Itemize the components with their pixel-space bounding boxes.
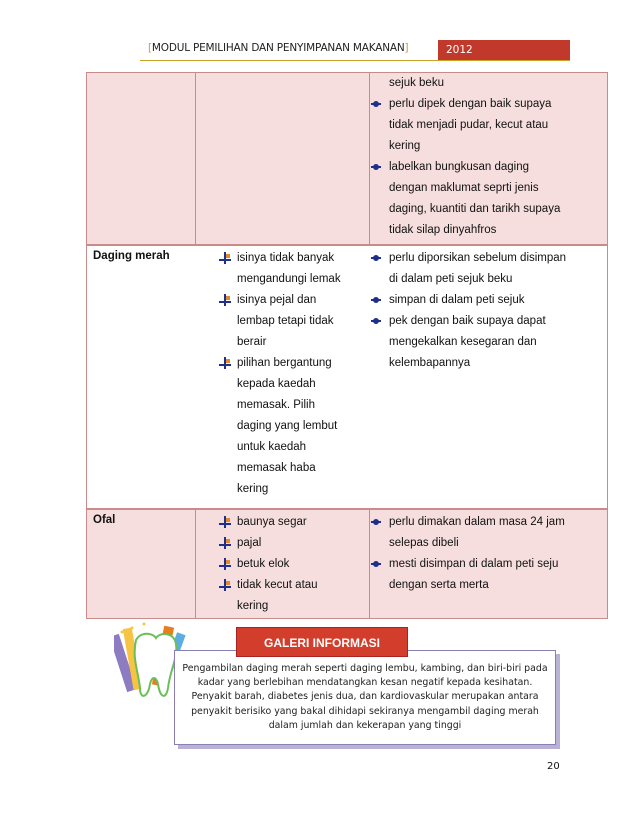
list-item-text: perlu dimakan dalam masa 24 jam xyxy=(389,516,565,528)
list-item-text: perlu diporsikan sebelum disimpan xyxy=(389,252,567,264)
list-item-text: untuk kaedah xyxy=(237,441,307,453)
list-item xyxy=(371,290,607,311)
list-item xyxy=(219,554,367,575)
table-row-ofal xyxy=(86,509,608,619)
list-item xyxy=(371,533,607,554)
list-item-text: kepada kaedah xyxy=(237,378,316,390)
header-year: 2012 xyxy=(438,40,570,60)
list-item-text: selepas dibeli xyxy=(389,537,459,549)
list-item-text: pajal xyxy=(237,537,262,549)
page-number: 20 xyxy=(547,761,560,772)
storage-list xyxy=(371,512,607,596)
list-item-text: kelembapannya xyxy=(389,357,471,369)
list-item-text: kering xyxy=(237,483,269,495)
pin-bullet-icon xyxy=(219,516,231,528)
list-item-text: tidak silap dinyahfros xyxy=(389,224,497,236)
storage-list xyxy=(371,248,607,374)
selection-list xyxy=(219,512,367,617)
col-divider xyxy=(195,510,196,618)
dot-bullet-icon xyxy=(373,255,379,261)
list-item xyxy=(371,248,607,269)
galeri-line: penyakit berisiko yang bakal dihidapi sekiranya mengambil daging merah xyxy=(191,705,539,717)
list-item xyxy=(371,332,607,353)
col-divider xyxy=(195,73,196,244)
list-item xyxy=(219,374,367,395)
list-item-text: tidak kecut atau xyxy=(237,579,318,591)
list-item xyxy=(219,248,367,269)
list-item xyxy=(371,311,607,332)
list-item xyxy=(371,575,607,596)
header-title-text: MODUL PEMILIHAN DAN PENYIMPANAN MAKANAN xyxy=(151,42,405,54)
list-item xyxy=(371,115,607,136)
pin-bullet-icon xyxy=(219,252,231,264)
list-item xyxy=(219,512,367,533)
list-item xyxy=(219,458,367,479)
list-item xyxy=(371,73,607,94)
dot-bullet-icon xyxy=(373,519,379,525)
list-item xyxy=(371,157,607,178)
bracket-open: [ xyxy=(148,42,152,54)
list-item-text: sejuk beku xyxy=(389,77,444,89)
dot-bullet-icon xyxy=(373,164,379,170)
list-item-text: isinya pejal dan xyxy=(237,294,317,306)
list-item xyxy=(371,199,607,220)
list-item-text: daging, kuantiti dan tarikh supaya xyxy=(389,203,561,215)
table-row-daging-merah xyxy=(86,245,608,509)
list-item xyxy=(219,311,367,332)
food-name: Ofal xyxy=(93,514,116,526)
list-item xyxy=(371,178,607,199)
list-item-text: kering xyxy=(237,600,269,612)
list-item-text: dengan maklumat seprti jenis xyxy=(389,182,539,194)
list-item-text: labelkan bungkusan daging xyxy=(389,161,530,173)
galeri-line: kadar yang berlebihan mendatangkan kesan negatif kepada kesihatan. xyxy=(197,677,533,689)
pin-bullet-icon xyxy=(219,558,231,570)
list-item-text: lembap tetapi tidak xyxy=(237,315,334,327)
list-item-text: memasak. Pilih xyxy=(237,399,315,411)
list-item-text: mesti disimpan di dalam peti seju xyxy=(389,558,559,570)
pin-bullet-icon xyxy=(219,579,231,591)
list-item-text: memasak haba xyxy=(237,462,316,474)
list-item-text: tidak menjadi pudar, kecut atau xyxy=(389,119,549,131)
list-item xyxy=(219,332,367,353)
pin-bullet-icon xyxy=(219,294,231,306)
list-item-text: pilihan bergantung xyxy=(237,357,332,369)
list-item xyxy=(371,269,607,290)
list-item xyxy=(371,512,607,533)
list-item-text: simpan di dalam peti sejuk xyxy=(389,294,525,306)
list-item xyxy=(219,596,367,617)
list-item xyxy=(219,479,367,500)
list-item-text: perlu dipek dengan baik supaya xyxy=(389,98,552,110)
list-item xyxy=(219,437,367,458)
list-item-text: daging yang lembut xyxy=(237,420,338,432)
list-item-text: kering xyxy=(389,140,421,152)
list-item xyxy=(371,94,607,115)
list-item xyxy=(371,220,607,241)
dot-bullet-icon xyxy=(373,318,379,324)
galeri-line: Pengambilan daging merah seperti daging lembu, kambing, dan biri-biri pada xyxy=(182,663,548,674)
list-item-text: dengan serta merta xyxy=(389,579,489,591)
header-divider xyxy=(140,60,570,61)
list-item xyxy=(371,353,607,374)
pin-bullet-icon xyxy=(219,357,231,369)
list-item-text: berair xyxy=(237,336,267,348)
galeri-title: GALERI INFORMASI xyxy=(236,627,408,657)
list-item xyxy=(371,554,607,575)
list-item xyxy=(219,353,367,374)
list-item xyxy=(219,575,367,596)
list-item xyxy=(219,290,367,311)
storage-table xyxy=(86,72,608,619)
list-item-text: betuk elok xyxy=(237,558,290,570)
dot-bullet-icon xyxy=(373,297,379,303)
bracket-close: ] xyxy=(404,42,409,54)
list-item xyxy=(219,395,367,416)
list-item xyxy=(219,269,367,290)
list-item xyxy=(371,136,607,157)
table-row-continued xyxy=(86,72,608,245)
list-item-text: di dalam peti sejuk beku xyxy=(389,273,513,285)
galeri-line: dalam jumlah dan kekerapan yang tinggi xyxy=(268,719,462,731)
galeri-line: Penyakit barah, diabetes jenis dua, dan kardiovaskular merupakan antara xyxy=(191,691,539,703)
list-item-text: baunya segar xyxy=(237,516,307,528)
dot-bullet-icon xyxy=(373,101,379,107)
dot-bullet-icon xyxy=(373,561,379,567)
header-title xyxy=(148,42,408,54)
col-divider xyxy=(369,73,370,244)
list-item xyxy=(219,416,367,437)
list-item-text: mengekalkan kesegaran dan xyxy=(389,336,537,348)
pin-bullet-icon xyxy=(219,537,231,549)
food-name: Daging merah xyxy=(93,250,170,262)
col-divider xyxy=(369,510,370,618)
selection-list xyxy=(219,248,367,500)
storage-list xyxy=(371,73,607,241)
list-item-text: pek dengan baik supaya dapat xyxy=(389,315,546,327)
galeri-text xyxy=(178,662,552,733)
list-item xyxy=(219,533,367,554)
list-item-text: isinya tidak banyak xyxy=(237,252,335,264)
list-item-text: mengandungi lemak xyxy=(237,273,341,285)
page-header xyxy=(140,40,570,60)
